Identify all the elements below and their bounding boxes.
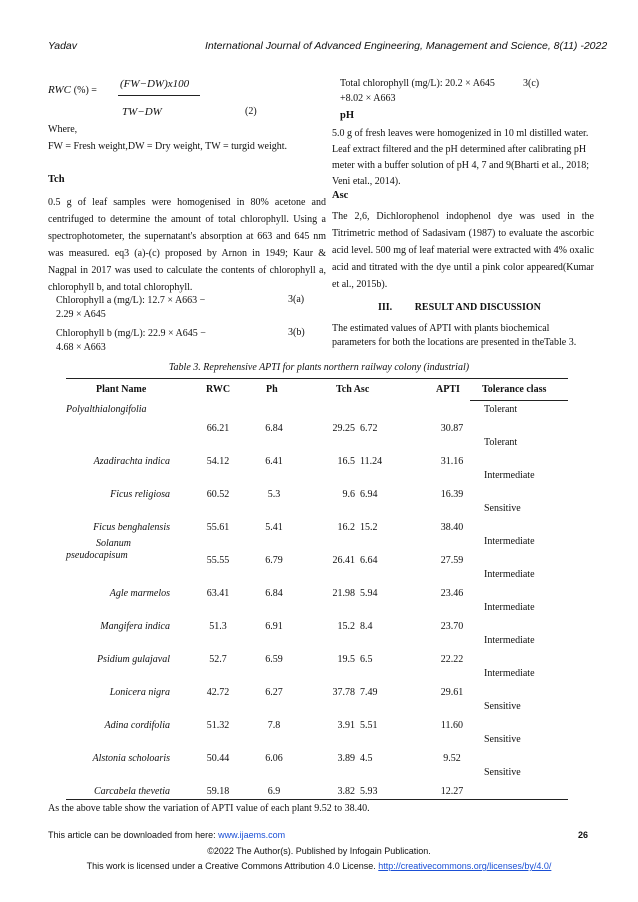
- license-text: This work is licensed under a Creative Commons Attribution 4.0 License.: [86, 861, 379, 871]
- section-title: RESULT AND DISCUSSION: [414, 302, 541, 313]
- section-heading: [378, 302, 541, 313]
- tch-value: 29.25: [332, 423, 355, 434]
- ph-heading: pH: [340, 110, 355, 121]
- tch-value: 15.2: [337, 621, 355, 632]
- rwc-value: 54.12: [206, 456, 230, 467]
- tch-value: 26.41: [332, 555, 355, 566]
- tolerance-class: Sensitive: [484, 503, 521, 514]
- plant-name: Ficus benghalensis: [93, 522, 170, 533]
- tolerance-class: Intermediate: [484, 668, 535, 679]
- plant-name: Carcabela thevetia: [94, 786, 170, 797]
- tch-value: 37.78: [332, 687, 355, 698]
- plant-name: Polyalthialongifolia: [66, 404, 147, 415]
- col-header-plant: Plant Name: [96, 384, 147, 395]
- apti-value: 29.61: [440, 687, 464, 698]
- plant-name: Azadirachta indica: [93, 456, 170, 467]
- apti-value: 23.46: [440, 588, 464, 599]
- tch-value: 16.2: [337, 522, 355, 533]
- table-summary: As the above table show the variation of APTI value of each plant 9.52 to 38.40.: [48, 803, 370, 814]
- ph-value: 6.41: [265, 456, 283, 467]
- rwc-numerator: (FW−DW)x100: [120, 78, 190, 90]
- ph-value: 5.3: [267, 489, 281, 500]
- rwc-unit: (%) =: [73, 85, 97, 96]
- col-header-tolerance: Tolerance class: [482, 384, 547, 395]
- rwc-value: 52.7: [209, 654, 227, 665]
- rwc-value: 63.41: [206, 588, 230, 599]
- ph-value: 6.9: [267, 786, 281, 797]
- col-header-tch-asc: Tch Asc: [336, 384, 370, 395]
- license-line: [0, 861, 638, 871]
- download-line: [48, 830, 285, 840]
- rwc-value: 50.44: [206, 753, 230, 764]
- asc-value: 8.4: [360, 621, 373, 632]
- rwc-denominator: TW−DW: [122, 106, 162, 118]
- license-link[interactable]: http://creativecommons.org/licenses/by/4.0/: [378, 861, 552, 871]
- asc-value: 6.72: [360, 423, 378, 434]
- tch-value: 3.89: [337, 753, 355, 764]
- ph-value: 6.91: [265, 621, 283, 632]
- ph-value: 6.06: [265, 753, 283, 764]
- rwc-value: 51.3: [209, 621, 227, 632]
- tolerance-class: Intermediate: [484, 536, 535, 547]
- apti-value: 9.52: [443, 753, 461, 764]
- equation-3b: [56, 327, 286, 355]
- plant-name: Adina cordifolia: [104, 720, 170, 731]
- rwc-value: 55.55: [206, 555, 230, 566]
- ph-value: 6.79: [265, 555, 283, 566]
- asc-value: 15.2: [360, 522, 378, 533]
- ph-value: 6.84: [265, 588, 283, 599]
- apti-value: 31.16: [440, 456, 464, 467]
- equation-number-2: (2): [245, 106, 257, 117]
- col-header-ph: Ph: [266, 384, 278, 395]
- ph-value: 5.41: [265, 522, 283, 533]
- results-paragraph: The estimated values of APTI with plants biochemical parameters for both the locations are presented in theTable 3.: [332, 323, 577, 348]
- asc-value: 7.49: [360, 687, 378, 698]
- fraction-bar: [118, 95, 200, 96]
- equation-3c-line1: Total chlorophyll (mg/L): 20.2 × A645: [340, 78, 495, 89]
- table-caption: Table 3. Reprehensive APTI for plants northern railway colony (industrial): [168, 362, 470, 373]
- asc-value: 5.94: [360, 588, 378, 599]
- ph-value: 6.84: [265, 423, 283, 434]
- apti-value: 30.87: [440, 423, 464, 434]
- plant-name: Alstonia scholoaris: [92, 753, 170, 764]
- rwc-lhs: RWC: [48, 84, 72, 96]
- copyright-line: ©2022 The Author(s). Published by Infogain Publication.: [207, 846, 431, 856]
- tolerance-class: Intermediate: [484, 569, 535, 580]
- ph-value: 7.8: [267, 720, 281, 731]
- asc-paragraph: The 2,6, Dichlorophenol indophenol dye was used in the Titrimetric method of Sadasivam (1987) to evaluate the ascorbic acid level. 500 mg of leaf material were extracted with 4% oxalic acid and titrated with the dye until a pink color appeared(Kumar et al., 2015b).: [332, 211, 594, 290]
- ph-value: 6.27: [265, 687, 283, 698]
- tolerance-class: Sensitive: [484, 701, 521, 712]
- rwc-equation: [48, 84, 97, 96]
- asc-value: 6.5: [360, 654, 373, 665]
- asc-value: 4.5: [360, 753, 373, 764]
- page-number: 26: [578, 830, 589, 840]
- asc-value: 11.24: [360, 456, 383, 467]
- rwc-value: 51.32: [206, 720, 230, 731]
- rwc-value: 55.61: [206, 522, 230, 533]
- running-author: Yadav: [48, 40, 77, 52]
- tolerance-class: Sensitive: [484, 767, 521, 778]
- tch-value: 3.91: [337, 720, 355, 731]
- equation-3c-number: 3(c): [523, 78, 540, 89]
- apti-value: 27.59: [440, 555, 464, 566]
- plant-name-cont: pseudocapisum: [66, 550, 128, 561]
- asc-heading: Asc: [332, 190, 349, 201]
- apti-value: 23.70: [440, 621, 464, 632]
- variable-definitions: FW = Fresh weight,DW = Dry weight, TW = turgid weight.: [48, 141, 288, 152]
- tch-value: 3.82: [337, 786, 355, 797]
- apti-value: 12.27: [440, 786, 464, 797]
- col-header-rwc: RWC: [206, 384, 231, 395]
- ph-paragraph: 5.0 g of fresh leaves were homogenized in 10 ml distilled water. Leaf extract filtered and the pH determined after calibrating pH meter with a buffer solution of pH 4, 7 and 9(Bharti et al., 2018; Veni etal., 2014).: [332, 128, 589, 187]
- plant-name: Agle marmelos: [109, 588, 170, 599]
- col-header-apti: APTI: [436, 384, 460, 395]
- apti-value: 22.22: [440, 654, 464, 665]
- plant-name: Mangifera indica: [100, 621, 170, 632]
- asc-value: 6.94: [360, 489, 378, 500]
- tch-value: 21.98: [332, 588, 355, 599]
- tch-paragraph: 0.5 g of leaf samples were homogenised in 80% acetone and centrifuged to determine the amount of total chlorophyll. Using a spectrophotometer, the supernatant's absorption at 663 and 645 nm was measured. eq3 (a)-(c) proposed by Arnon in 1949; Kaur & Nagpal in 2017 was used to calculate the contents of chlorophyll a, chlorophyll b, and total chlorophyll.: [48, 197, 326, 293]
- plant-name: Solanum: [96, 538, 131, 549]
- ph-value: 6.59: [265, 654, 283, 665]
- tch-value: 19.5: [337, 654, 355, 665]
- rwc-value: 42.72: [206, 687, 230, 698]
- tch-heading: Tch: [48, 174, 65, 185]
- tolerance-class: Intermediate: [484, 470, 535, 481]
- tolerance-class: Intermediate: [484, 635, 535, 646]
- tolerance-class: Sensitive: [484, 734, 521, 745]
- table-bottom-rule: [66, 799, 568, 800]
- rwc-value: 66.21: [206, 423, 230, 434]
- rwc-value: 60.52: [206, 489, 230, 500]
- header-partial-rule: [470, 400, 568, 401]
- equation-3a: [56, 294, 286, 322]
- equation-3a-line1: Chlorophyll a (mg/L): 12.7 × A663 −: [56, 295, 206, 306]
- rwc-value: 59.18: [206, 786, 230, 797]
- equation-3b-line1: Chlorophyll b (mg/L): 22.9 × A645 −: [56, 328, 206, 339]
- table-top-rule: [66, 378, 568, 379]
- tolerance-class: Tolerant: [484, 437, 518, 448]
- journal-title: International Journal of Advanced Engineering, Management and Science, 8(11) -2022: [205, 40, 608, 52]
- plant-name: Lonicera nigra: [109, 687, 170, 698]
- tch-value: 9.6: [342, 489, 355, 500]
- plant-name: Ficus religiosa: [110, 489, 170, 500]
- asc-value: 6.64: [360, 555, 378, 566]
- tolerance-class: Intermediate: [484, 602, 535, 613]
- plant-name: Psidium gulajaval: [96, 654, 170, 665]
- asc-value: 5.93: [360, 786, 378, 797]
- apti-value: 11.60: [440, 720, 464, 731]
- equation-3b-line2: 4.68 × A663: [56, 342, 106, 353]
- tch-value: 16.5: [337, 456, 355, 467]
- section-number: III.: [378, 302, 393, 313]
- asc-value: 5.51: [360, 720, 378, 731]
- where-label: Where,: [48, 124, 78, 135]
- equation-3a-number: 3(a): [288, 294, 305, 305]
- apti-value: 16.39: [440, 489, 464, 500]
- journal-website-link[interactable]: www.ijaems.com: [218, 830, 286, 840]
- equation-3a-line2: 2.29 × A645: [56, 309, 106, 320]
- download-text: This article can be downloaded from here:: [48, 830, 219, 840]
- tolerance-class: Tolerant: [484, 404, 518, 415]
- equation-3c-line2: +8.02 × A663: [340, 93, 396, 104]
- equation-3b-number: 3(b): [288, 327, 305, 338]
- apti-value: 38.40: [440, 522, 464, 533]
